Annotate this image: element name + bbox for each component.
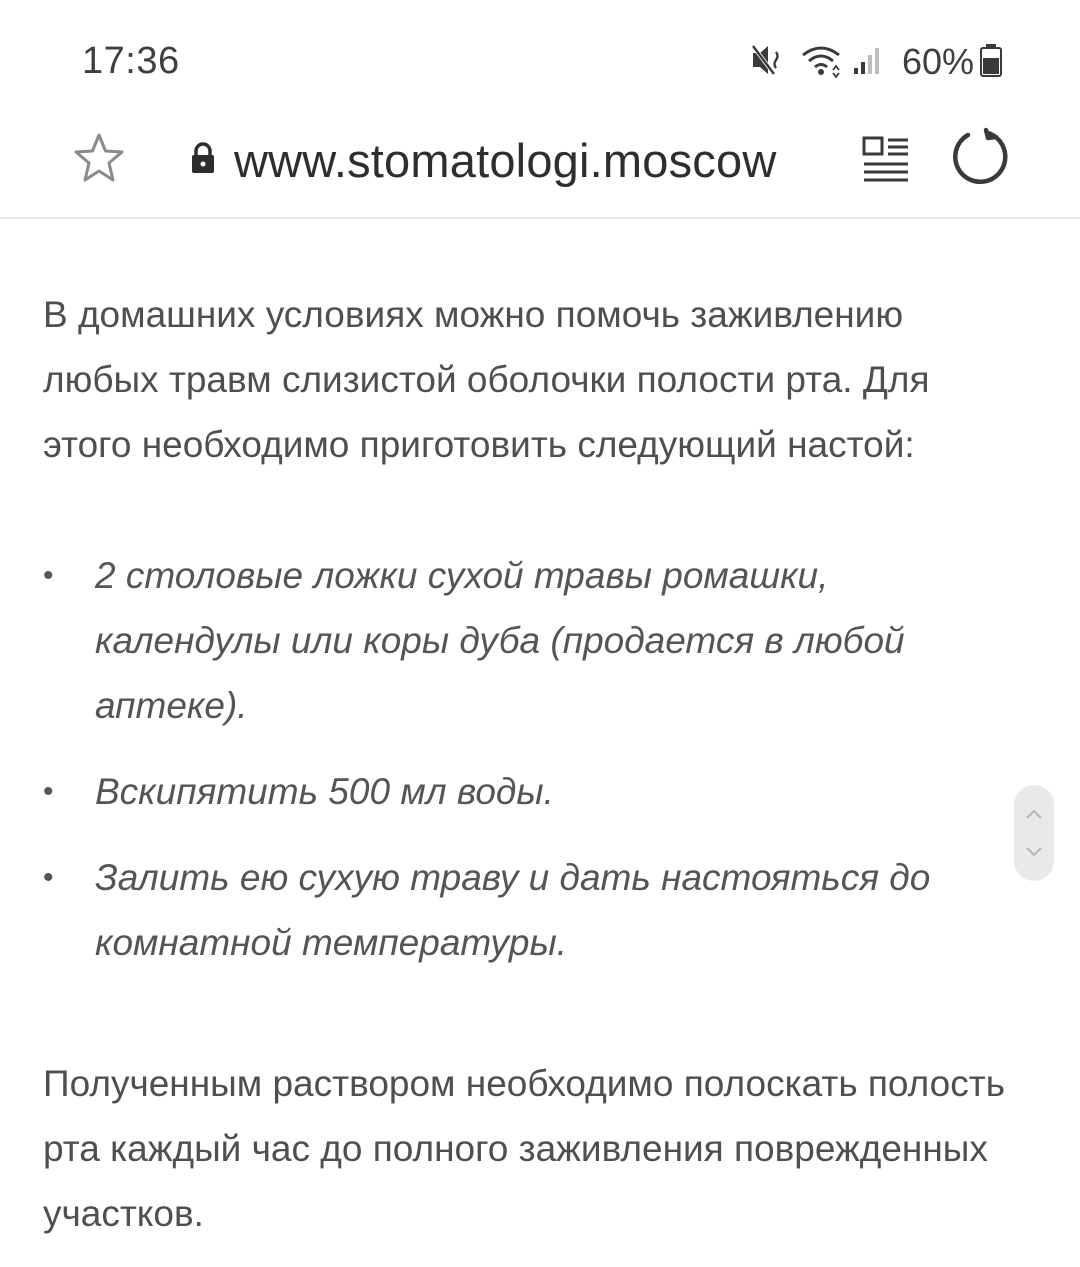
mute-vibrate-icon <box>750 42 786 83</box>
list-item <box>43 543 1018 738</box>
status-icons <box>750 38 1002 86</box>
bullet: • <box>43 861 54 894</box>
status-bar <box>0 0 1080 110</box>
chevron-down-icon[interactable] <box>1014 829 1054 875</box>
reload-icon[interactable] <box>950 126 1012 188</box>
intro-paragraph: В домашних условиях можно помочь заживлению любых травм слизистой оболочки полости рта. Для этого необходимо приготовить следующий настой: <box>43 294 930 465</box>
list-item-text: Залить ею сухую траву и дать настояться до комнатной температуры. <box>95 857 931 963</box>
reader-mode-icon[interactable] <box>860 132 912 184</box>
list-item <box>43 845 1018 975</box>
remedy-list <box>43 543 1018 975</box>
outro-paragraph: Полученным раствором необходимо полоскать полость рта каждый час до полного заживления поврежденных участков. <box>43 1063 1005 1234</box>
list-item-text: Вскипятить 500 мл воды. <box>95 771 554 812</box>
bullet: • <box>43 559 54 592</box>
address-field[interactable] <box>190 128 776 192</box>
battery-icon <box>980 42 1002 83</box>
battery-percent: 60% <box>901 41 974 82</box>
lock-icon <box>190 141 216 180</box>
list-item-text: 2 столовые ложки сухой травы ромашки, календулы или коры дуба (продается в любой аптеке). <box>95 555 905 726</box>
wifi-icon <box>800 42 842 83</box>
signal-icon <box>852 42 882 83</box>
browser-url-bar <box>0 110 1080 219</box>
list-item <box>43 759 1018 824</box>
url-text: www.stomatologi.moscow <box>234 133 777 187</box>
article-content <box>43 282 1018 1246</box>
status-time: 17:36 <box>82 40 180 82</box>
scroll-buttons <box>1014 785 1054 881</box>
bookmark-star-icon[interactable] <box>70 130 128 188</box>
bullet: • <box>43 775 54 808</box>
